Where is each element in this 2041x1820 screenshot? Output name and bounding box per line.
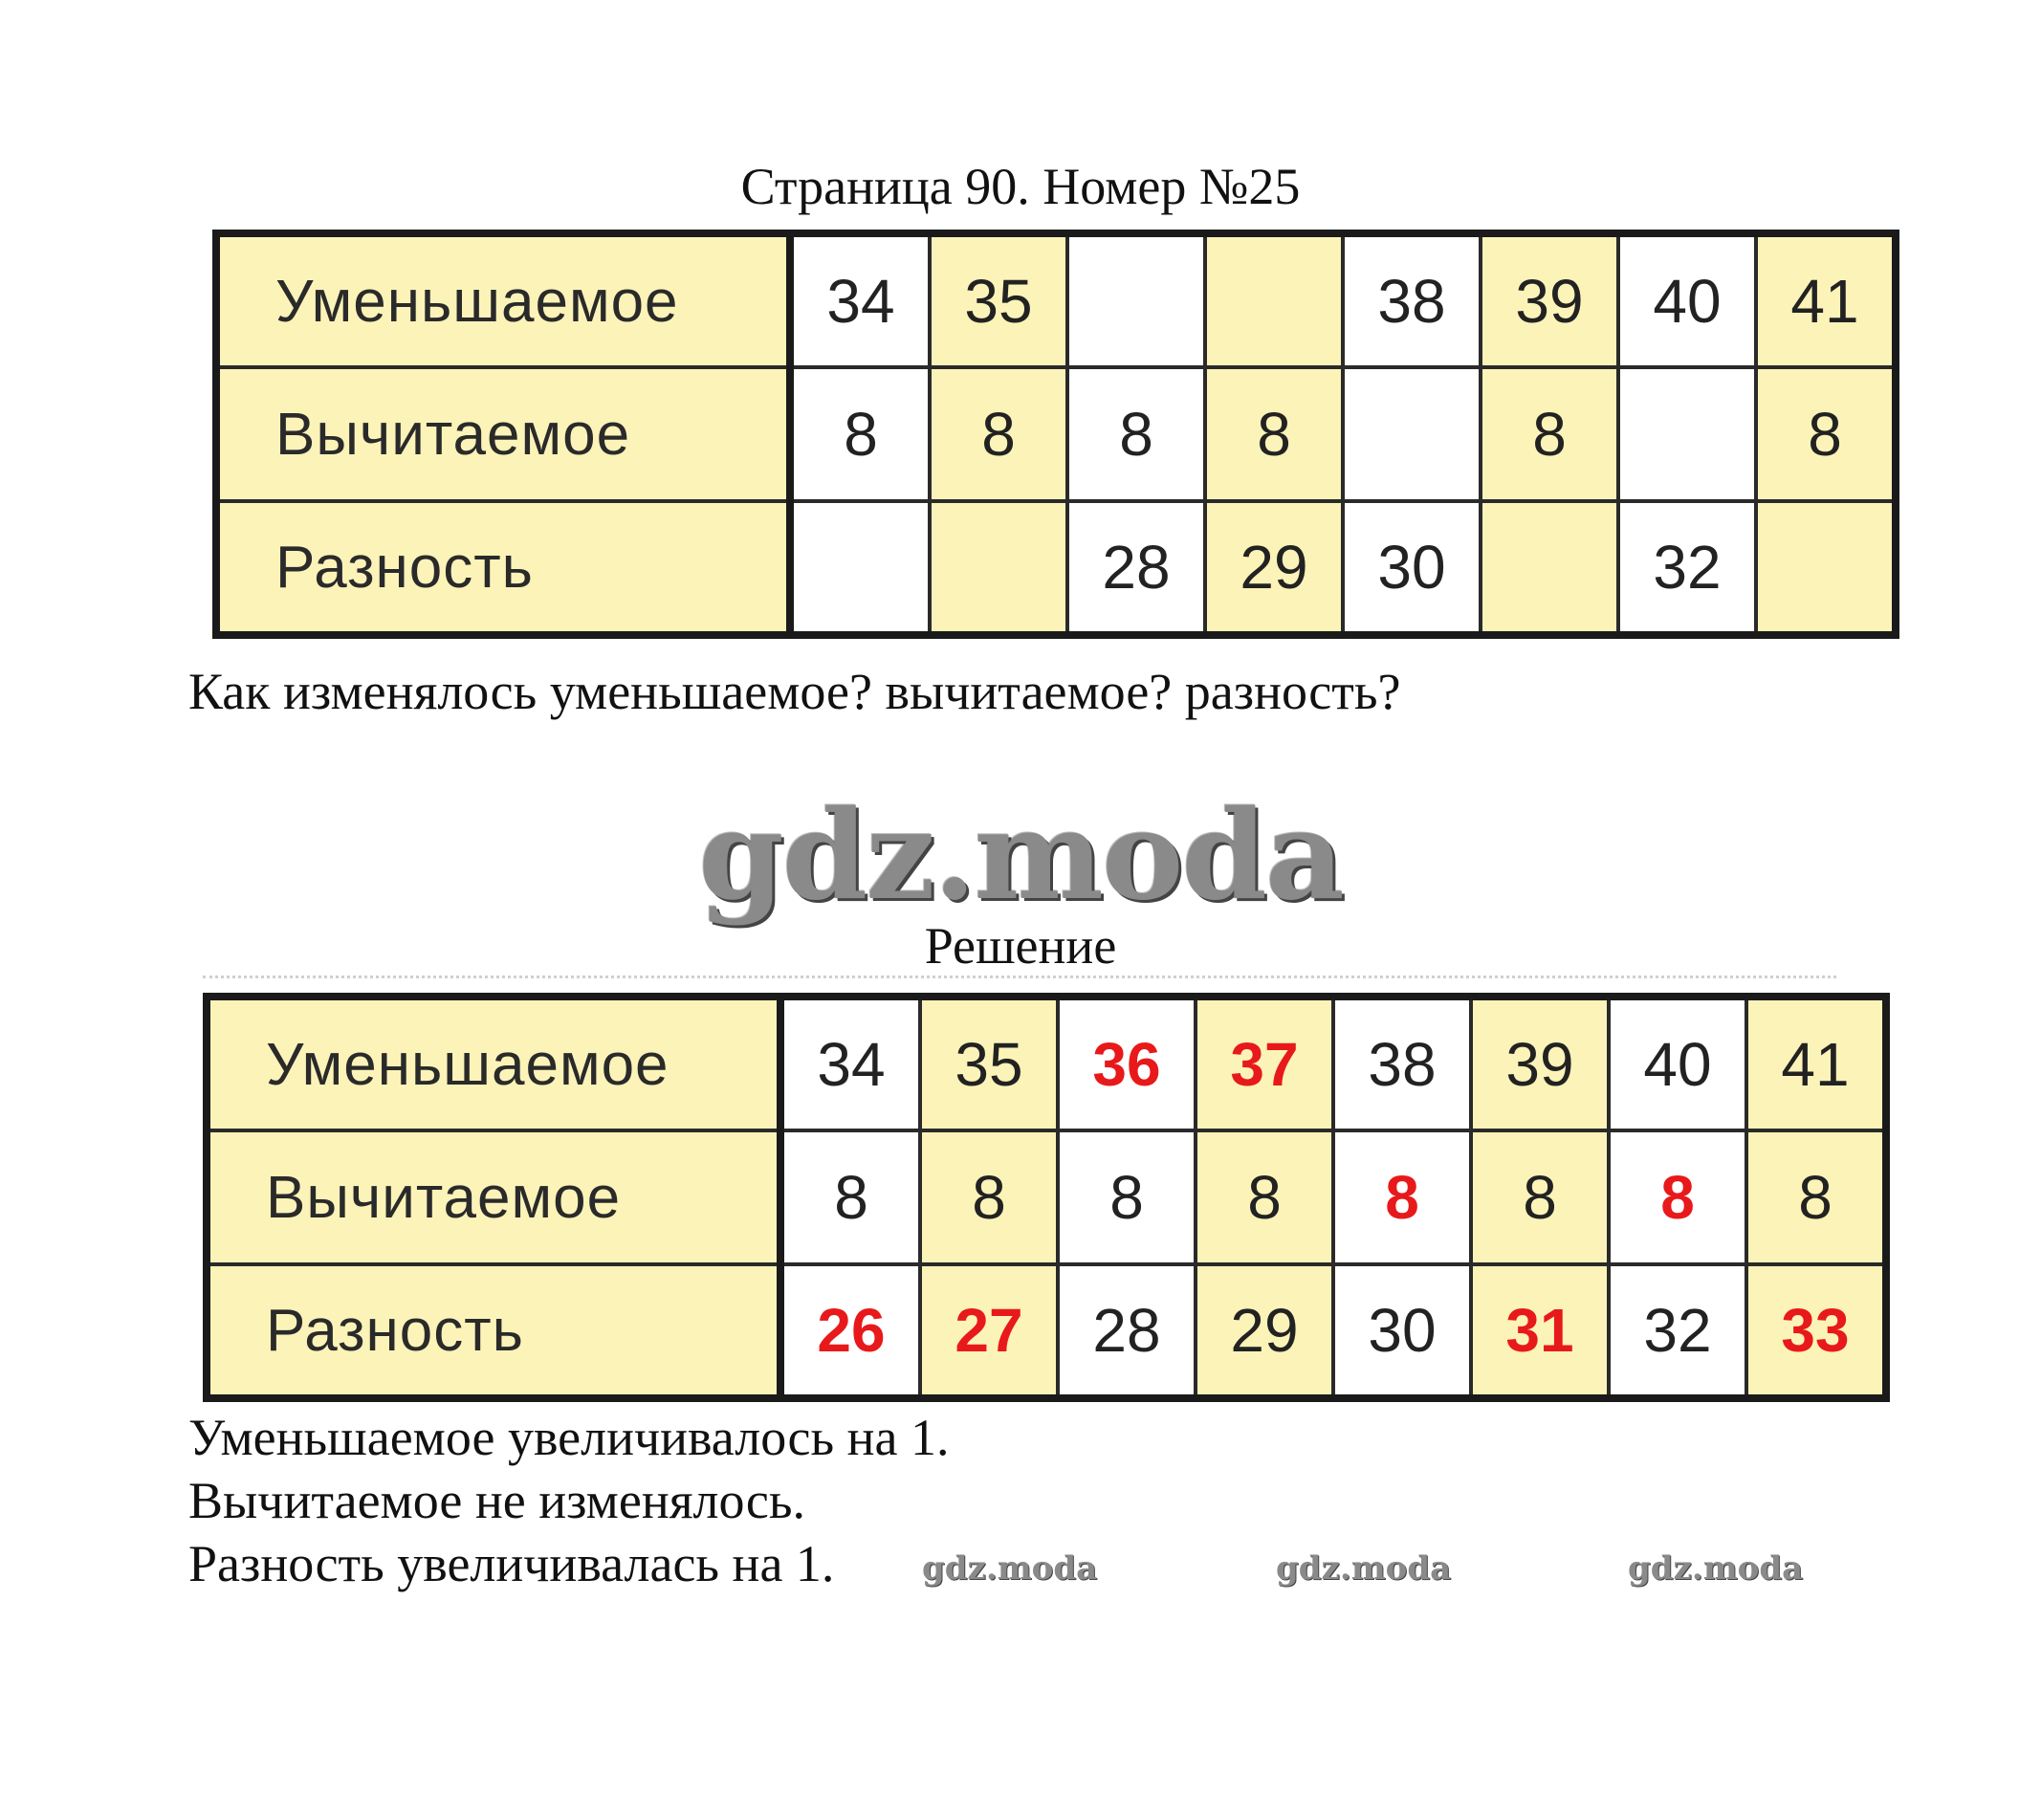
dotted-divider [203, 976, 1836, 978]
cell-difference-5: 30 [1333, 1264, 1471, 1398]
cell-subtrahend-3: 8 [1067, 367, 1205, 501]
cell-difference-3: 28 [1067, 501, 1205, 635]
cell-minuend-1: 34 [790, 233, 930, 367]
cell-minuend-1: 34 [780, 997, 920, 1130]
row-minuend [216, 233, 1896, 367]
cell-minuend-3 [1067, 233, 1205, 367]
cell-subtrahend-6: 8 [1471, 1130, 1609, 1264]
solution-title: Решение [924, 917, 1117, 975]
cell-minuend-5: 38 [1343, 233, 1481, 367]
watermark-small-3: gdz.moda [1628, 1549, 1804, 1588]
cell-subtrahend-1: 8 [790, 367, 930, 501]
cell-subtrahend-6: 8 [1481, 367, 1618, 501]
cell-subtrahend-1: 8 [780, 1130, 920, 1264]
row-label-subtrahend: Вычитаемое [207, 1130, 780, 1264]
cell-subtrahend-7: 8 [1609, 1130, 1746, 1264]
row-label-subtrahend: Вычитаемое [216, 367, 790, 501]
cell-minuend-5: 38 [1333, 997, 1471, 1130]
row-label-difference: Разность [207, 1264, 780, 1398]
answer-line-3: Разность увеличивалась на 1. [188, 1535, 835, 1592]
cell-difference-7: 32 [1618, 501, 1756, 635]
row-label-minuend: Уменьшаемое [216, 233, 790, 367]
task-question: Как изменялось уменьшаемое? вычитаемое? разность? [188, 663, 1401, 720]
cell-difference-6: 31 [1471, 1264, 1609, 1398]
cell-subtrahend-8: 8 [1756, 367, 1896, 501]
cell-minuend-4: 37 [1196, 997, 1333, 1130]
cell-difference-1: 26 [780, 1264, 920, 1398]
cell-subtrahend-4: 8 [1205, 367, 1343, 501]
cell-difference-4: 29 [1205, 501, 1343, 635]
row-difference [216, 501, 1896, 635]
cell-difference-1 [790, 501, 930, 635]
cell-difference-2: 27 [920, 1264, 1058, 1398]
cell-minuend-6: 39 [1471, 997, 1609, 1130]
page-title: Страница 90. Номер №25 [740, 158, 1301, 215]
cell-subtrahend-7 [1618, 367, 1756, 501]
answer-line-2: Вычитаемое не изменялось. [188, 1472, 805, 1529]
cell-difference-4: 29 [1196, 1264, 1333, 1398]
cell-minuend-8: 41 [1746, 997, 1886, 1130]
cell-difference-8 [1756, 501, 1896, 635]
row-difference [207, 1264, 1886, 1398]
watermark-small-1: gdz.moda [922, 1549, 1098, 1588]
row-label-minuend: Уменьшаемое [207, 997, 780, 1130]
cell-minuend-2: 35 [920, 997, 1058, 1130]
cell-subtrahend-5 [1343, 367, 1481, 501]
answer-line-1: Уменьшаемое увеличивалось на 1. [188, 1409, 950, 1466]
cell-minuend-7: 40 [1609, 997, 1746, 1130]
row-minuend [207, 997, 1886, 1130]
cell-minuend-8: 41 [1756, 233, 1896, 367]
cell-subtrahend-2: 8 [920, 1130, 1058, 1264]
cell-minuend-2: 35 [930, 233, 1067, 367]
cell-difference-2 [930, 501, 1067, 635]
cell-difference-5: 30 [1343, 501, 1481, 635]
cell-difference-6 [1481, 501, 1618, 635]
cell-minuend-3: 36 [1058, 997, 1196, 1130]
task-table [212, 230, 1899, 639]
row-subtrahend [207, 1130, 1886, 1264]
cell-subtrahend-2: 8 [930, 367, 1067, 501]
cell-difference-3: 28 [1058, 1264, 1196, 1398]
watermark-small-2: gdz.moda [1276, 1549, 1452, 1588]
watermark-logo: gdz.moda [698, 784, 1343, 928]
cell-subtrahend-8: 8 [1746, 1130, 1886, 1264]
row-label-difference: Разность [216, 501, 790, 635]
cell-minuend-7: 40 [1618, 233, 1756, 367]
cell-minuend-6: 39 [1481, 233, 1618, 367]
cell-difference-8: 33 [1746, 1264, 1886, 1398]
cell-difference-7: 32 [1609, 1264, 1746, 1398]
cell-subtrahend-3: 8 [1058, 1130, 1196, 1264]
row-subtrahend [216, 367, 1896, 501]
cell-subtrahend-4: 8 [1196, 1130, 1333, 1264]
solution-table [203, 993, 1890, 1402]
cell-subtrahend-5: 8 [1333, 1130, 1471, 1264]
cell-minuend-4 [1205, 233, 1343, 367]
